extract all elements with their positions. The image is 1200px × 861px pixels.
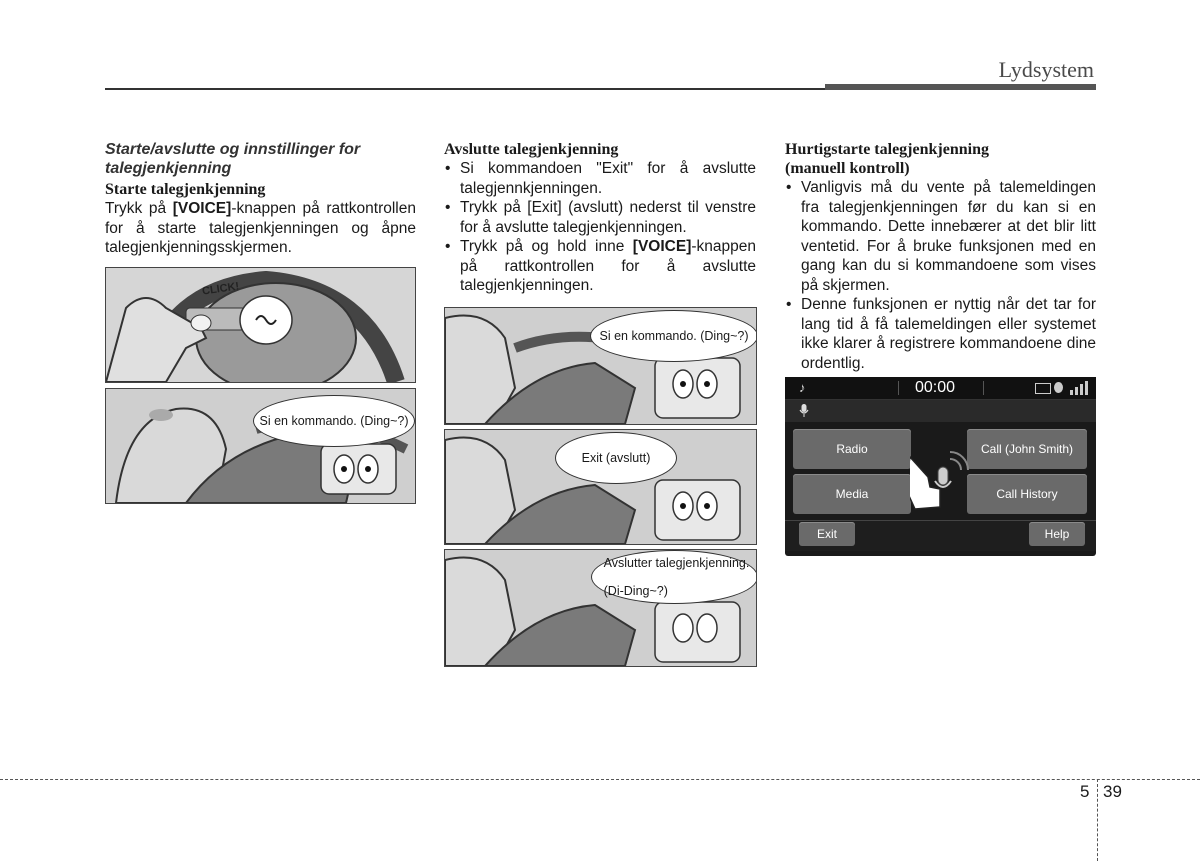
hand-tap-icon bbox=[910, 437, 970, 517]
microphone-icon bbox=[799, 404, 809, 418]
status-bar bbox=[785, 377, 1096, 400]
radio-button[interactable]: Radio bbox=[793, 429, 911, 469]
quickstart-bullet-list bbox=[785, 178, 1096, 373]
column-1 bbox=[105, 140, 416, 258]
illustration-exit-step-3 bbox=[444, 549, 757, 667]
divider bbox=[983, 381, 984, 395]
footer-rule bbox=[0, 779, 1200, 780]
speech-bubble: Avslutter talegjenkjenning. (Di-Ding~?) bbox=[591, 550, 757, 604]
list-item: • Vanligvis må du vente på talemeldingen fra talegjenkjenningen før du kan si en kommando. Dette innebærer at det blir litt ventetid. For å bruke funksjonen med en gang kan du si kommandoene som vises på skjermen. bbox=[785, 178, 1096, 295]
section-heading: Starte/avslutte og innstillinger for talegjenkjenning bbox=[105, 141, 361, 177]
clock: 00:00 bbox=[915, 379, 956, 396]
footer-divider bbox=[1097, 779, 1098, 861]
help-button[interactable]: Help bbox=[1029, 522, 1085, 546]
illustration-steering-click bbox=[105, 267, 416, 383]
call-john-smith-button[interactable]: Call (John Smith) bbox=[967, 429, 1087, 469]
list-item: • Denne funksjonen er nyttig når det tar for lang tid å få talemeldingen eller systemet ikke klarer å registrere kommandoene dine ordentlig. bbox=[785, 295, 1096, 373]
subheading-start: Starte talegjenkjenning bbox=[105, 181, 266, 198]
signal-icon bbox=[1068, 381, 1090, 395]
header-accent-bar bbox=[825, 84, 1096, 90]
exit-bullet-list bbox=[444, 159, 756, 296]
section-number: 5 bbox=[1080, 782, 1090, 801]
voice-status-icon: ♪ bbox=[799, 380, 806, 395]
speech-bubble: Exit (avslutt) bbox=[555, 432, 677, 484]
running-header-title: Lydsystem bbox=[998, 57, 1094, 82]
start-paragraph: Trykk på [VOICE]-knappen på rattkontrollen for å starte talegjenkjenningen og åpne talegjenkjenningsskjermen. bbox=[105, 200, 416, 256]
page-number: 39 bbox=[1103, 782, 1122, 801]
divider bbox=[898, 381, 899, 395]
column-3 bbox=[785, 140, 1096, 373]
call-history-button[interactable]: Call History bbox=[967, 474, 1087, 514]
column-2 bbox=[444, 140, 756, 296]
voice-prompt-bar bbox=[785, 400, 1096, 422]
subheading-exit: Avslutte talegjenkjenning bbox=[444, 141, 619, 158]
illustration-exit-step-2 bbox=[444, 429, 757, 545]
click-sound-label: CLICK! bbox=[201, 280, 240, 298]
voice-key-label: [VOICE] bbox=[172, 200, 232, 217]
battery-icon bbox=[1035, 383, 1051, 394]
subheading-quickstart: Hurtigstarte talegjenkjenning (manuell kontroll) bbox=[785, 141, 989, 177]
speech-bubble: Si en kommando. (Ding~?) bbox=[590, 310, 757, 362]
illustration-driver-speaking bbox=[105, 388, 416, 504]
list-item: • Si kommandoen "Exit" for å avslutte talegjennkjenningen. bbox=[444, 159, 756, 198]
steering-wheel-illustration bbox=[106, 268, 415, 382]
speech-bubble: Si en kommando. (Ding~?) bbox=[253, 395, 415, 447]
media-button[interactable]: Media bbox=[793, 474, 911, 514]
illustration-exit-step-1 bbox=[444, 307, 757, 425]
voice-recognition-screen bbox=[785, 377, 1096, 556]
list-item: • Trykk på og hold inne [VOICE]-knappen på rattkontrollen for å avslutte talegjenkjenningen. bbox=[444, 237, 756, 296]
exit-button[interactable]: Exit bbox=[799, 522, 855, 546]
bluetooth-icon bbox=[1054, 382, 1063, 393]
list-item: • Trykk på [Exit] (avslutt) nederst til venstre for å avslutte talegjenkjenningen. bbox=[444, 198, 756, 237]
